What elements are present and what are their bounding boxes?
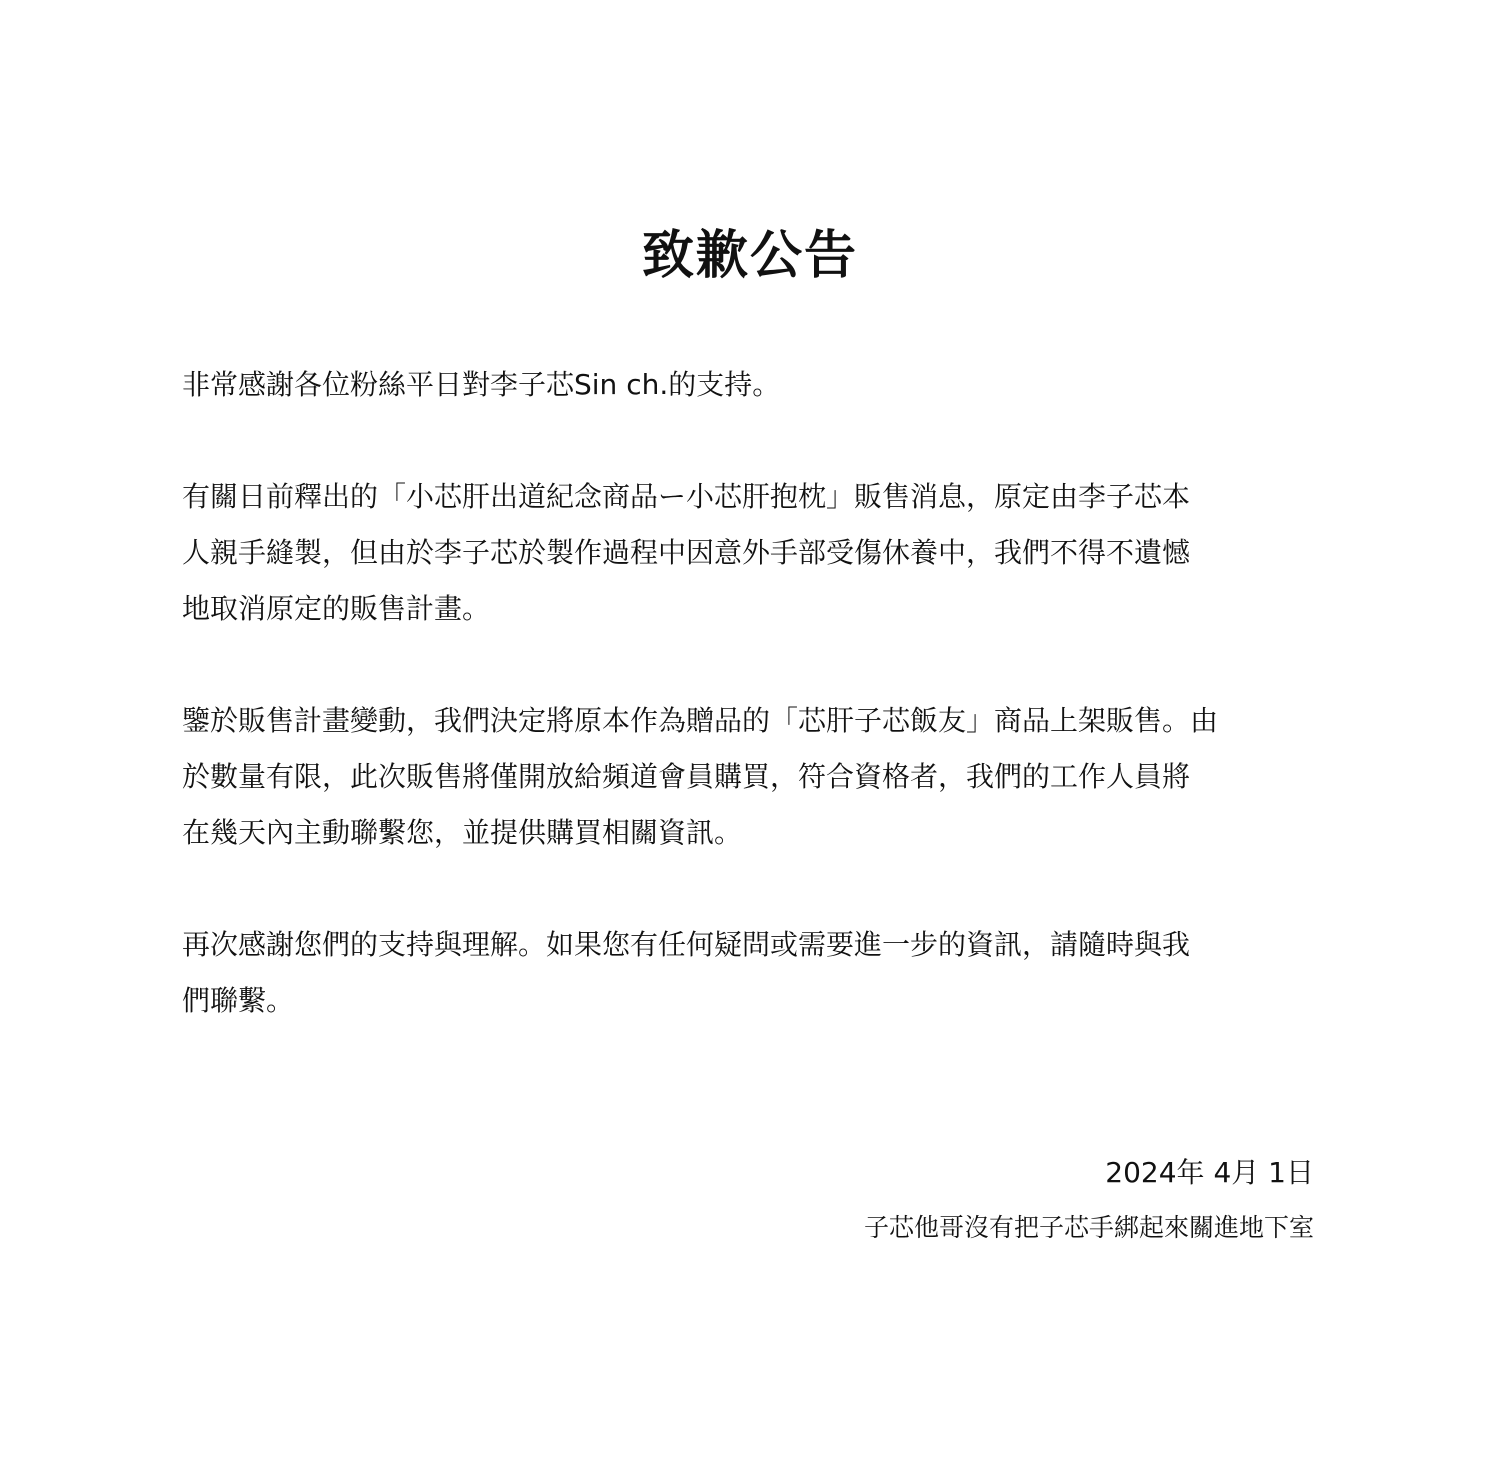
paragraph-line: 再次感謝您們的支持與理解。如果您有任何疑問或需要進一步的資訊，請隨時與我 <box>182 928 1191 961</box>
paragraph-line: 非常感謝各位粉絲平日對李子芯Sin ch.的支持。 <box>182 368 781 401</box>
paragraph-closing <box>182 917 1322 1029</box>
notice-date: 2024年 4月 1日 <box>1105 1156 1314 1189</box>
paragraph-line: 地取消原定的販售計畫。 <box>182 592 491 625</box>
paragraph-line: 鑒於販售計畫變動，我們決定將原本作為贈品的「芯肝子芯飯友」商品上架販售。由 <box>182 704 1219 737</box>
paragraph-line: 人親手縫製，但由於李子芯於製作過程中因意外手部受傷休養中，我們不得不遺憾 <box>182 536 1191 569</box>
paragraph-line: 有關日前釋出的「小芯肝出道紀念商品ー小芯肝抱枕」販售消息，原定由李子芯本 <box>182 480 1191 513</box>
paragraph-new-sale <box>182 693 1322 861</box>
paragraph-thanks <box>182 357 1322 413</box>
notice-signature: 子芯他哥沒有把子芯手綁起來關進地下室 <box>863 1213 1314 1242</box>
paragraph-line: 在幾天內主動聯繫您，並提供購買相關資訊。 <box>182 816 743 849</box>
paragraph-cancellation <box>182 469 1322 637</box>
notice-title: 致歉公告 <box>641 225 858 286</box>
paragraph-line: 們聯繫。 <box>182 984 295 1017</box>
paragraph-line: 於數量有限，此次販售將僅開放給頻道會員購買，符合資格者，我們的工作人員將 <box>182 760 1191 793</box>
